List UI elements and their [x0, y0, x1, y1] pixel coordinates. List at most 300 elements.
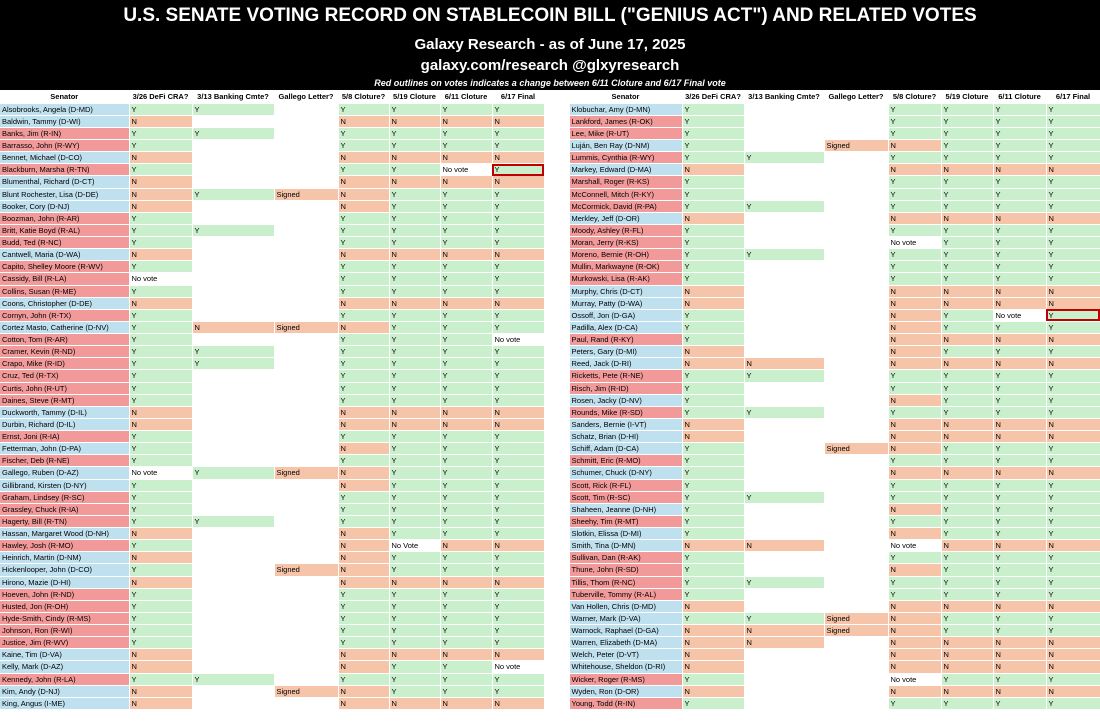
senator-name-right: Mullin, Markwayne (R-OK)	[569, 261, 682, 273]
vote-banking-cmte-right	[744, 103, 824, 115]
col-header-gallego-letter-right: Gallego Letter?	[824, 91, 888, 103]
vote-5-8-cloture-right: Y	[888, 200, 941, 212]
table-row	[0, 685, 1100, 697]
table-row	[0, 249, 1100, 261]
vote-6-17-final-right: Y	[1046, 237, 1100, 249]
vote-defi-cra-right: Y	[682, 552, 744, 564]
column-gap	[544, 152, 569, 164]
vote-gallego-letter	[274, 625, 338, 637]
vote-6-17-final: Y	[492, 273, 544, 285]
vote-gallego-letter-right	[824, 261, 888, 273]
vote-6-11-cloture: Y	[440, 431, 492, 443]
senator-name-right: Warner, Mark (D-VA)	[569, 612, 682, 624]
vote-defi-cra: Y	[129, 237, 192, 249]
vote-6-11-cloture: Y	[440, 600, 492, 612]
senator-name-right: Moran, Jerry (R-KS)	[569, 237, 682, 249]
vote-6-17-final: Y	[492, 564, 544, 576]
table-row	[0, 479, 1100, 491]
vote-defi-cra: Y	[129, 443, 192, 455]
vote-banking-cmte	[192, 612, 274, 624]
senator-name-right: Schumer, Chuck (D-NY)	[569, 467, 682, 479]
vote-5-8-cloture-right: N	[888, 649, 941, 661]
vote-5-8-cloture: N	[338, 321, 389, 333]
vote-gallego-letter-right	[824, 249, 888, 261]
vote-gallego-letter	[274, 358, 338, 370]
column-gap	[544, 224, 569, 236]
vote-5-8-cloture: N	[338, 115, 389, 127]
vote-6-11-cloture-right: Y	[993, 140, 1046, 152]
vote-5-19-cloture-right: Y	[941, 261, 993, 273]
vote-banking-cmte	[192, 370, 274, 382]
col-header-senator: Senator	[0, 91, 129, 103]
column-gap	[544, 406, 569, 418]
vote-banking-cmte-right	[744, 455, 824, 467]
vote-5-19-cloture-right: Y	[941, 249, 993, 261]
vote-5-8-cloture: Y	[338, 261, 389, 273]
vote-banking-cmte	[192, 176, 274, 188]
vote-defi-cra-right: Y	[682, 588, 744, 600]
vote-5-8-cloture-right: N	[888, 564, 941, 576]
vote-6-11-cloture: Y	[440, 503, 492, 515]
vote-defi-cra-right: Y	[682, 673, 744, 685]
vote-6-17-final-right: N	[1046, 685, 1100, 697]
vote-banking-cmte: Y	[192, 673, 274, 685]
senator-name-right: Schiff, Adam (D-CA)	[569, 443, 682, 455]
vote-5-19-cloture-right: N	[941, 661, 993, 673]
source-links: galaxy.com/research @glxyresearch	[420, 57, 680, 74]
vote-5-8-cloture-right: Y	[888, 103, 941, 115]
table-row	[0, 528, 1100, 540]
vote-5-8-cloture-right: N	[888, 140, 941, 152]
vote-6-17-final: Y	[492, 455, 544, 467]
vote-defi-cra: Y	[129, 540, 192, 552]
vote-6-17-final-right: Y	[1046, 224, 1100, 236]
vote-gallego-letter	[274, 285, 338, 297]
column-gap	[544, 188, 569, 200]
vote-6-11-cloture-right: Y	[993, 261, 1046, 273]
vote-gallego-letter: Signed	[274, 321, 338, 333]
vote-banking-cmte-right	[744, 443, 824, 455]
table-row	[0, 346, 1100, 358]
column-gap	[544, 164, 569, 176]
vote-6-17-final: Y	[492, 261, 544, 273]
vote-gallego-letter	[274, 540, 338, 552]
vote-6-17-final-right: N	[1046, 661, 1100, 673]
vote-6-17-final: N	[492, 697, 544, 709]
vote-6-17-final: Y	[492, 600, 544, 612]
senator-name: Britt, Katie Boyd (R-AL)	[0, 224, 129, 236]
column-gap	[544, 418, 569, 430]
vote-5-19-cloture-right: Y	[941, 528, 993, 540]
vote-banking-cmte-right	[744, 661, 824, 673]
vote-6-11-cloture: N	[440, 649, 492, 661]
senator-name: Blackburn, Marsha (R-TN)	[0, 164, 129, 176]
vote-gallego-letter	[274, 697, 338, 709]
vote-defi-cra: Y	[129, 261, 192, 273]
vote-5-19-cloture: N	[389, 249, 440, 261]
vote-6-11-cloture: Y	[440, 564, 492, 576]
vote-6-17-final: Y	[492, 443, 544, 455]
vote-6-11-cloture: Y	[440, 382, 492, 394]
vote-5-8-cloture: Y	[338, 382, 389, 394]
vote-6-11-cloture: Y	[440, 455, 492, 467]
vote-gallego-letter	[274, 152, 338, 164]
vote-5-19-cloture: Y	[389, 685, 440, 697]
senator-name-right: Smith, Tina (D-MN)	[569, 540, 682, 552]
vote-gallego-letter-right	[824, 552, 888, 564]
vote-6-11-cloture-right: Y	[993, 491, 1046, 503]
senator-name-right: Luján, Ben Ray (D-NM)	[569, 140, 682, 152]
vote-defi-cra: Y	[129, 673, 192, 685]
vote-banking-cmte	[192, 600, 274, 612]
vote-gallego-letter	[274, 637, 338, 649]
vote-defi-cra-right: Y	[682, 612, 744, 624]
vote-banking-cmte: Y	[192, 515, 274, 527]
vote-defi-cra: Y	[129, 212, 192, 224]
vote-5-19-cloture: Y	[389, 200, 440, 212]
vote-6-17-final: Y	[492, 382, 544, 394]
table-row	[0, 661, 1100, 673]
senator-name: Hickenlooper, John (D-CO)	[0, 564, 129, 576]
vote-banking-cmte	[192, 334, 274, 346]
vote-defi-cra-right: N	[682, 297, 744, 309]
vote-defi-cra: Y	[129, 625, 192, 637]
vote-defi-cra: N	[129, 115, 192, 127]
vote-5-8-cloture-right: No vote	[888, 540, 941, 552]
vote-gallego-letter-right	[824, 164, 888, 176]
senator-name-right: Padilla, Alex (D-CA)	[569, 321, 682, 333]
column-gap	[544, 212, 569, 224]
vote-6-11-cloture-right: Y	[993, 479, 1046, 491]
vote-defi-cra-right: Y	[682, 528, 744, 540]
vote-5-8-cloture-right: Y	[888, 370, 941, 382]
vote-6-17-final-right: Y	[1046, 406, 1100, 418]
column-gap	[544, 334, 569, 346]
vote-5-19-cloture-right: N	[941, 285, 993, 297]
vote-banking-cmte	[192, 200, 274, 212]
vote-5-19-cloture-right: N	[941, 334, 993, 346]
senator-name: Cruz, Ted (R-TX)	[0, 370, 129, 382]
vote-5-8-cloture: Y	[338, 637, 389, 649]
vote-gallego-letter-right	[824, 346, 888, 358]
vote-6-11-cloture-right: N	[993, 297, 1046, 309]
senator-name: Collins, Susan (R-ME)	[0, 285, 129, 297]
vote-defi-cra-right: Y	[682, 515, 744, 527]
vote-gallego-letter	[274, 576, 338, 588]
vote-5-8-cloture: Y	[338, 164, 389, 176]
vote-banking-cmte	[192, 697, 274, 709]
vote-gallego-letter	[274, 649, 338, 661]
column-gap	[544, 637, 569, 649]
vote-5-8-cloture: N	[338, 552, 389, 564]
vote-6-11-cloture: Y	[440, 334, 492, 346]
column-gap	[544, 443, 569, 455]
senator-name: Booker, Cory (D-NJ)	[0, 200, 129, 212]
senator-name-right: Murkowski, Lisa (R-AK)	[569, 273, 682, 285]
vote-banking-cmte: Y	[192, 188, 274, 200]
senator-name: Hyde-Smith, Cindy (R-MS)	[0, 612, 129, 624]
vote-6-11-cloture: Y	[440, 443, 492, 455]
vote-6-11-cloture-right: Y	[993, 564, 1046, 576]
vote-6-11-cloture: No vote	[440, 164, 492, 176]
vote-5-19-cloture: Y	[389, 224, 440, 236]
vote-6-11-cloture-right: Y	[993, 188, 1046, 200]
vote-6-11-cloture-right: N	[993, 685, 1046, 697]
vote-6-11-cloture: N	[440, 418, 492, 430]
vote-defi-cra: No vote	[129, 273, 192, 285]
vote-gallego-letter-right: Signed	[824, 443, 888, 455]
vote-6-11-cloture-right: Y	[993, 237, 1046, 249]
vote-6-11-cloture-right: Y	[993, 382, 1046, 394]
vote-gallego-letter-right	[824, 564, 888, 576]
senator-name: Fetterman, John (D-PA)	[0, 443, 129, 455]
vote-5-19-cloture: Y	[389, 479, 440, 491]
col-header-gallego-letter: Gallego Letter?	[274, 91, 338, 103]
vote-banking-cmte	[192, 479, 274, 491]
page-subtitle: Galaxy Research - as of June 17, 2025	[414, 36, 686, 53]
vote-gallego-letter: Signed	[274, 685, 338, 697]
vote-banking-cmte-right	[744, 285, 824, 297]
col-header-6-17-final-right: 6/17 Final	[1046, 91, 1100, 103]
vote-banking-cmte	[192, 249, 274, 261]
vote-gallego-letter-right	[824, 661, 888, 673]
vote-banking-cmte-right	[744, 515, 824, 527]
column-gap	[544, 140, 569, 152]
vote-5-8-cloture-right: N	[888, 346, 941, 358]
table-row	[0, 285, 1100, 297]
vote-gallego-letter	[274, 115, 338, 127]
senator-name-right: Moreno, Bernie (R-OH)	[569, 249, 682, 261]
vote-6-11-cloture: Y	[440, 188, 492, 200]
vote-banking-cmte-right	[744, 697, 824, 709]
vote-banking-cmte-right	[744, 394, 824, 406]
vote-defi-cra: Y	[129, 224, 192, 236]
vote-6-17-final: Y	[492, 358, 544, 370]
vote-6-11-cloture: Y	[440, 224, 492, 236]
table-row	[0, 237, 1100, 249]
vote-6-11-cloture-right: N	[993, 661, 1046, 673]
vote-defi-cra: N	[129, 200, 192, 212]
vote-5-8-cloture-right: Y	[888, 249, 941, 261]
vote-banking-cmte	[192, 212, 274, 224]
vote-banking-cmte	[192, 418, 274, 430]
col-header-5-8-cloture-right: 5/8 Cloture?	[888, 91, 941, 103]
vote-defi-cra: Y	[129, 309, 192, 321]
vote-gallego-letter-right	[824, 479, 888, 491]
vote-banking-cmte	[192, 564, 274, 576]
vote-defi-cra: Y	[129, 370, 192, 382]
vote-5-8-cloture-right: N	[888, 685, 941, 697]
vote-5-8-cloture-right: Y	[888, 552, 941, 564]
vote-6-17-final-right: Y	[1046, 612, 1100, 624]
vote-6-17-final-right: Y	[1046, 370, 1100, 382]
vote-5-19-cloture-right: Y	[941, 673, 993, 685]
vote-6-17-final-right: Y	[1046, 382, 1100, 394]
vote-defi-cra: No vote	[129, 467, 192, 479]
vote-banking-cmte-right	[744, 479, 824, 491]
table-row	[0, 600, 1100, 612]
senator-name: Baldwin, Tammy (D-WI)	[0, 115, 129, 127]
senator-name: Kennedy, John (R-LA)	[0, 673, 129, 685]
vote-gallego-letter-right	[824, 394, 888, 406]
vote-5-8-cloture: Y	[338, 612, 389, 624]
vote-6-11-cloture: Y	[440, 528, 492, 540]
vote-5-8-cloture: Y	[338, 600, 389, 612]
table-row	[0, 200, 1100, 212]
vote-gallego-letter	[274, 382, 338, 394]
column-gap	[544, 127, 569, 139]
vote-5-8-cloture: N	[338, 661, 389, 673]
vote-6-11-cloture-right: N	[993, 358, 1046, 370]
vote-defi-cra-right: Y	[682, 394, 744, 406]
vote-6-11-cloture: Y	[440, 200, 492, 212]
vote-gallego-letter	[274, 515, 338, 527]
vote-6-17-final: Y	[492, 528, 544, 540]
vote-gallego-letter-right	[824, 418, 888, 430]
vote-6-11-cloture: Y	[440, 467, 492, 479]
table-row	[0, 418, 1100, 430]
col-header-6-11-cloture-right: 6/11 Cloture	[993, 91, 1046, 103]
vote-6-11-cloture: Y	[440, 394, 492, 406]
vote-banking-cmte	[192, 406, 274, 418]
vote-banking-cmte	[192, 528, 274, 540]
col-header-banking-cmte-right: 3/13 Banking Cmte?	[744, 91, 824, 103]
vote-6-11-cloture-right: N	[993, 540, 1046, 552]
vote-banking-cmte	[192, 552, 274, 564]
column-gap	[544, 297, 569, 309]
vote-5-19-cloture: N	[389, 576, 440, 588]
vote-6-11-cloture: Y	[440, 285, 492, 297]
senator-name-right: Rosen, Jacky (D-NV)	[569, 394, 682, 406]
vote-6-17-final-right: Y	[1046, 127, 1100, 139]
vote-defi-cra: Y	[129, 358, 192, 370]
vote-banking-cmte-right: Y	[744, 152, 824, 164]
vote-6-17-final-right: Y	[1046, 321, 1100, 333]
column-header-row	[0, 91, 1100, 103]
vote-defi-cra-right: N	[682, 661, 744, 673]
vote-6-17-final-right: N	[1046, 418, 1100, 430]
vote-5-8-cloture-right: Y	[888, 455, 941, 467]
vote-banking-cmte	[192, 685, 274, 697]
vote-gallego-letter-right	[824, 491, 888, 503]
col-header-6-17-final: 6/17 Final	[492, 91, 544, 103]
column-gap	[544, 515, 569, 527]
vote-6-17-final-right: N	[1046, 431, 1100, 443]
vote-5-8-cloture-right: Y	[888, 588, 941, 600]
senator-name: Bennet, Michael (D-CO)	[0, 152, 129, 164]
senator-name: Capito, Shelley Moore (R-WV)	[0, 261, 129, 273]
vote-defi-cra: Y	[129, 503, 192, 515]
vote-5-8-cloture: Y	[338, 285, 389, 297]
vote-5-8-cloture-right: N	[888, 321, 941, 333]
vote-gallego-letter-right	[824, 673, 888, 685]
vote-6-11-cloture: N	[440, 297, 492, 309]
column-gap	[544, 358, 569, 370]
vote-5-8-cloture-right: N	[888, 297, 941, 309]
vote-gallego-letter-right	[824, 503, 888, 515]
senator-name: Fischer, Deb (R-NE)	[0, 455, 129, 467]
vote-banking-cmte: Y	[192, 127, 274, 139]
table-row	[0, 697, 1100, 709]
vote-gallego-letter-right	[824, 212, 888, 224]
vote-5-19-cloture: Y	[389, 212, 440, 224]
vote-gallego-letter-right	[824, 370, 888, 382]
vote-5-8-cloture: Y	[338, 212, 389, 224]
senator-name-right: Tuberville, Tommy (R-AL)	[569, 588, 682, 600]
vote-6-11-cloture: Y	[440, 346, 492, 358]
vote-defi-cra: N	[129, 661, 192, 673]
senator-name: Husted, Jon (R-OH)	[0, 600, 129, 612]
vote-5-19-cloture: Y	[389, 237, 440, 249]
vote-defi-cra-right: Y	[682, 334, 744, 346]
vote-5-8-cloture: N	[338, 443, 389, 455]
vote-defi-cra: Y	[129, 431, 192, 443]
table-row	[0, 467, 1100, 479]
vote-gallego-letter	[274, 455, 338, 467]
vote-5-19-cloture-right: Y	[941, 309, 993, 321]
senator-name-right: McCormick, David (R-PA)	[569, 200, 682, 212]
column-gap	[544, 237, 569, 249]
vote-6-11-cloture-right: Y	[993, 455, 1046, 467]
vote-5-8-cloture-right: N	[888, 394, 941, 406]
vote-5-19-cloture: Y	[389, 382, 440, 394]
vote-5-8-cloture: Y	[338, 515, 389, 527]
vote-gallego-letter	[274, 309, 338, 321]
vote-5-8-cloture-right: N	[888, 528, 941, 540]
vote-defi-cra-right: Y	[682, 443, 744, 455]
vote-6-17-final: Y	[492, 612, 544, 624]
vote-5-19-cloture: Y	[389, 127, 440, 139]
vote-defi-cra-right: Y	[682, 491, 744, 503]
vote-5-8-cloture: N	[338, 685, 389, 697]
vote-6-11-cloture-right: N	[993, 649, 1046, 661]
vote-6-11-cloture: N	[440, 540, 492, 552]
vote-6-11-cloture: Y	[440, 479, 492, 491]
vote-defi-cra: N	[129, 297, 192, 309]
vote-6-17-final: Y	[492, 103, 544, 115]
vote-defi-cra-right: Y	[682, 224, 744, 236]
vote-5-19-cloture: Y	[389, 661, 440, 673]
vote-banking-cmte	[192, 431, 274, 443]
vote-defi-cra-right: N	[682, 600, 744, 612]
vote-banking-cmte	[192, 152, 274, 164]
vote-banking-cmte-right	[744, 127, 824, 139]
vote-6-17-final-right: Y	[1046, 188, 1100, 200]
vote-gallego-letter: Signed	[274, 467, 338, 479]
table-row	[0, 649, 1100, 661]
table-row	[0, 370, 1100, 382]
vote-banking-cmte-right	[744, 334, 824, 346]
vote-defi-cra: N	[129, 418, 192, 430]
vote-6-11-cloture-right: Y	[993, 176, 1046, 188]
vote-gallego-letter-right	[824, 176, 888, 188]
vote-6-17-final-right: N	[1046, 637, 1100, 649]
senator-name-right: Slotkin, Elissa (D-MI)	[569, 528, 682, 540]
page-title: U.S. SENATE VOTING RECORD ON STABLECOIN BILL ("GENIUS ACT") AND RELATED VOTES	[123, 5, 977, 26]
senator-name-right: Warnock, Raphael (D-GA)	[569, 625, 682, 637]
vote-5-19-cloture: N	[389, 418, 440, 430]
vote-banking-cmte-right	[744, 321, 824, 333]
vote-6-17-final: Y	[492, 431, 544, 443]
vote-banking-cmte: N	[192, 321, 274, 333]
column-gap	[544, 661, 569, 673]
vote-6-17-final-right: Y	[1046, 588, 1100, 600]
table-row	[0, 394, 1100, 406]
vote-defi-cra: N	[129, 406, 192, 418]
vote-gallego-letter	[274, 491, 338, 503]
vote-5-8-cloture: Y	[338, 346, 389, 358]
vote-defi-cra-right: Y	[682, 140, 744, 152]
